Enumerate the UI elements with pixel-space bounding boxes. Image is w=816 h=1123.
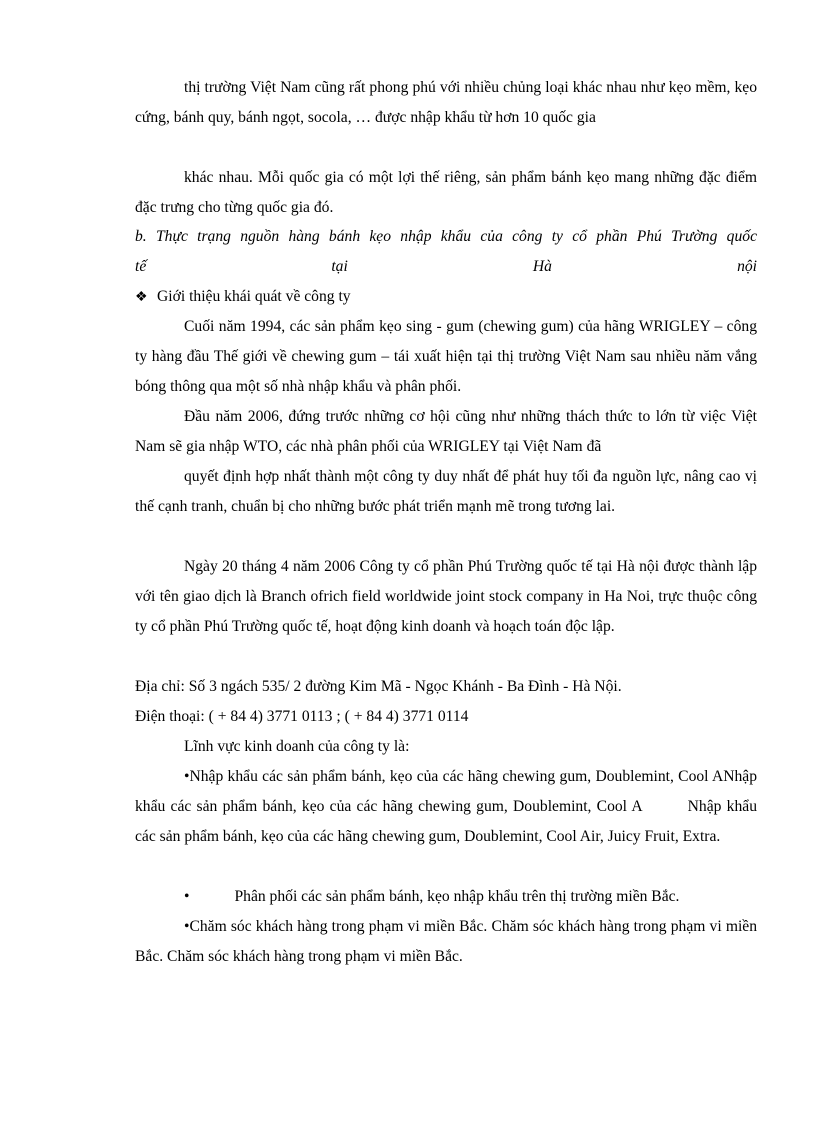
section-heading-b-line1: b. Thực trạng nguồn hàng bánh kẹo nhập khẩu của công ty cổ phần Phú Trường quốc <box>135 228 757 245</box>
paragraph-market-variety: thị trường Việt Nam cũng rất phong phú với nhiều chủng loại khác nhau như kẹo mềm, kẹo cứng, bánh quy, bánh ngọt, socola, … được nhập khẩu từ hơn 10 quốc gia <box>135 79 757 126</box>
paragraph-country-advantage: khác nhau. Mỗi quốc gia có một lợi thế riêng, sản phẩm bánh kẹo mang những đặc điểm đặc trưng cho từng quốc gia đó. <box>135 169 757 216</box>
section-heading-b-line2: tế tại Hà nội <box>135 258 757 275</box>
bullet-import-products <box>135 762 757 852</box>
paragraph-wto-2006: Đầu năm 2006, đứng trước những cơ hội cũng như những thách thức to lớn từ việc Việt Nam sẽ gia nhập WTO, các nhà phân phối của WRIGLEY tại Việt Nam đã <box>135 408 757 455</box>
bullet-import-tail: Nhập khẩu các sản phẩm bánh, kẹo của các hãng chewing gum, Doublemint, Cool Air, Juicy Fruit, Extra. <box>135 798 757 845</box>
paragraph-founding: Ngày 20 tháng 4 năm 2006 Công ty cổ phần Phú Trường quốc tế tại Hà nội được thành lập với tên giao dịch là Branch ofrich field worldwide joint stock company in Ha Noi, trực thuộc công ty cổ phần Phú Trường quốc tế, hoạt động kinh doanh và hoạch toán độc lập. <box>135 558 757 635</box>
bullet-distribution-text: Phân phối các sản phẩm bánh, kẹo nhập khẩu trên thị trường miền Bắc. <box>234 888 680 905</box>
business-fields-heading: Lĩnh vực kinh doanh của công ty là: <box>184 738 410 755</box>
intro-heading-text: Giới thiệu khái quát về công ty <box>157 288 351 305</box>
phone-line: Điện thoại: ( + 84 4) 3771 0113 ; ( + 84 4) 3771 0114 <box>135 708 469 725</box>
paragraph-wrigley-history: Cuối năm 1994, các sản phẩm kẹo sing - gum (chewing gum) của hãng WRIGLEY – công ty hàng đầu Thế giới về chewing gum – tái xuất hiện tại thị trường Việt Nam sau nhiều năm vắng bóng thông qua một số nhà nhập khẩu và phân phối. <box>135 318 757 395</box>
bullet-customer-care: •Chăm sóc khách hàng trong phạm vi miền Bắc. Chăm sóc khách hàng trong phạm vi miền Bắc. Chăm sóc khách hàng trong phạm vi miền Bắc. <box>135 918 757 965</box>
bullet-distribution <box>135 882 757 912</box>
address-line: Địa chỉ: Số 3 ngách 535/ 2 đường Kim Mã - Ngọc Khánh - Ba Đình - Hà Nội. <box>135 678 622 695</box>
paragraph-merger-decision: quyết định hợp nhất thành một công ty duy nhất để phát huy tối đa nguồn lực, nâng cao vị thế cạnh tranh, chuẩn bị cho những bước phát triển mạnh mẽ trong tương lai. <box>135 468 757 515</box>
bullet-mark: • <box>184 888 190 905</box>
intro-heading <box>135 282 757 313</box>
bullet-import-text: •Nhập khẩu các sản phẩm bánh, kẹo của các hãng chewing gum, Doublemint, Cool ANhập khẩu các sản phẩm bánh, kẹo của các hãng chewing gum, Doublemint, Cool A <box>135 768 757 815</box>
four-diamond-ornament-icon: ❖ <box>135 290 148 305</box>
